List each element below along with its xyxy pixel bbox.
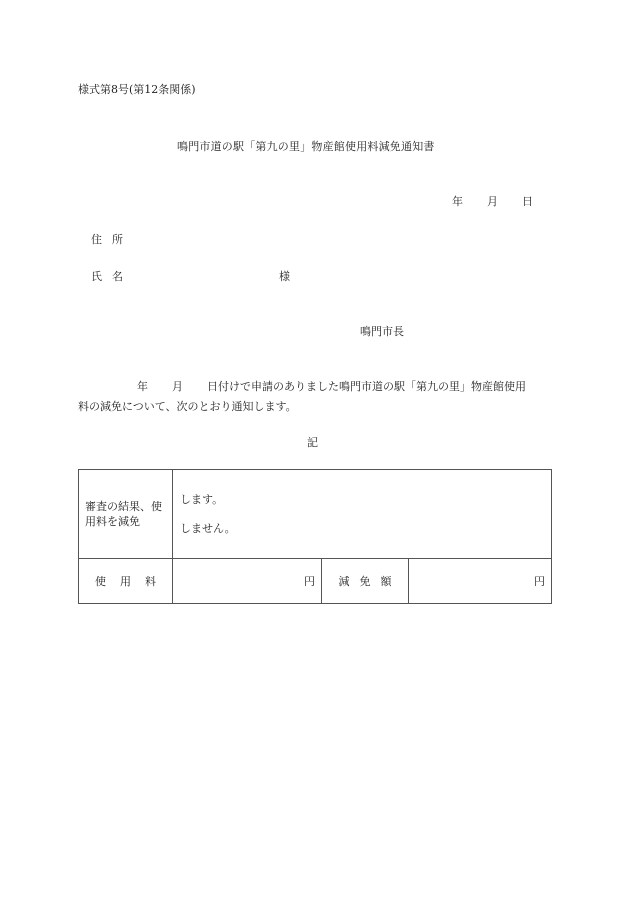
- body-line-2: 料の減免について、次のとおり通知します。: [78, 400, 297, 413]
- table-row-review: [79, 470, 552, 559]
- review-options-cell: [173, 470, 552, 559]
- fee-unit: 円: [304, 575, 315, 588]
- table-row-amounts: [79, 559, 552, 604]
- honorific: 様: [279, 270, 290, 283]
- fee-label-cell: [79, 559, 173, 604]
- issuer: 鳴門市長: [360, 325, 404, 338]
- body-month: 月: [172, 380, 183, 393]
- fee-label-char: 料: [145, 575, 156, 588]
- fee-label-char: 用: [120, 575, 131, 588]
- fee-label-char: 使: [95, 575, 106, 588]
- form-number: 様式第8号(第12条関係): [78, 83, 196, 96]
- review-label-line1: 審査の結果、使: [85, 500, 162, 513]
- address-label-char: 所: [112, 233, 123, 246]
- date-month: 月: [487, 195, 498, 208]
- reduction-amount-cell: [409, 559, 552, 604]
- body-text-1: 日付けで申請のありました鳴門市道の駅「第九の里」物産館使用: [207, 380, 526, 393]
- address-label: [91, 231, 123, 247]
- body-year: 年: [137, 380, 148, 393]
- date-line: [452, 193, 533, 209]
- name-label-char: 名: [112, 270, 123, 283]
- name-label: [91, 268, 123, 284]
- fee-amount-cell: [173, 559, 322, 604]
- option-yes: します。: [180, 493, 224, 506]
- result-table: [78, 469, 552, 604]
- reduction-label-char: 減: [338, 575, 350, 588]
- reduction-unit: 円: [534, 575, 545, 588]
- option-no: しません。: [180, 522, 236, 535]
- date-day: 日: [522, 195, 533, 208]
- review-label-line2: 用料を減免: [85, 515, 140, 528]
- document-title: 鳴門市道の駅「第九の里」物産館使用料減免通知書: [177, 140, 435, 153]
- ki-heading: 記: [307, 436, 318, 449]
- date-year: 年: [452, 195, 463, 208]
- body-line-1: [137, 378, 526, 394]
- review-label-cell: [79, 470, 173, 559]
- reduction-label-cell: [322, 559, 409, 604]
- name-label-char: 氏: [91, 270, 102, 283]
- address-label-char: 住: [91, 233, 102, 246]
- reduction-label-char: 額: [380, 575, 392, 588]
- reduction-label-char: 免: [359, 575, 371, 588]
